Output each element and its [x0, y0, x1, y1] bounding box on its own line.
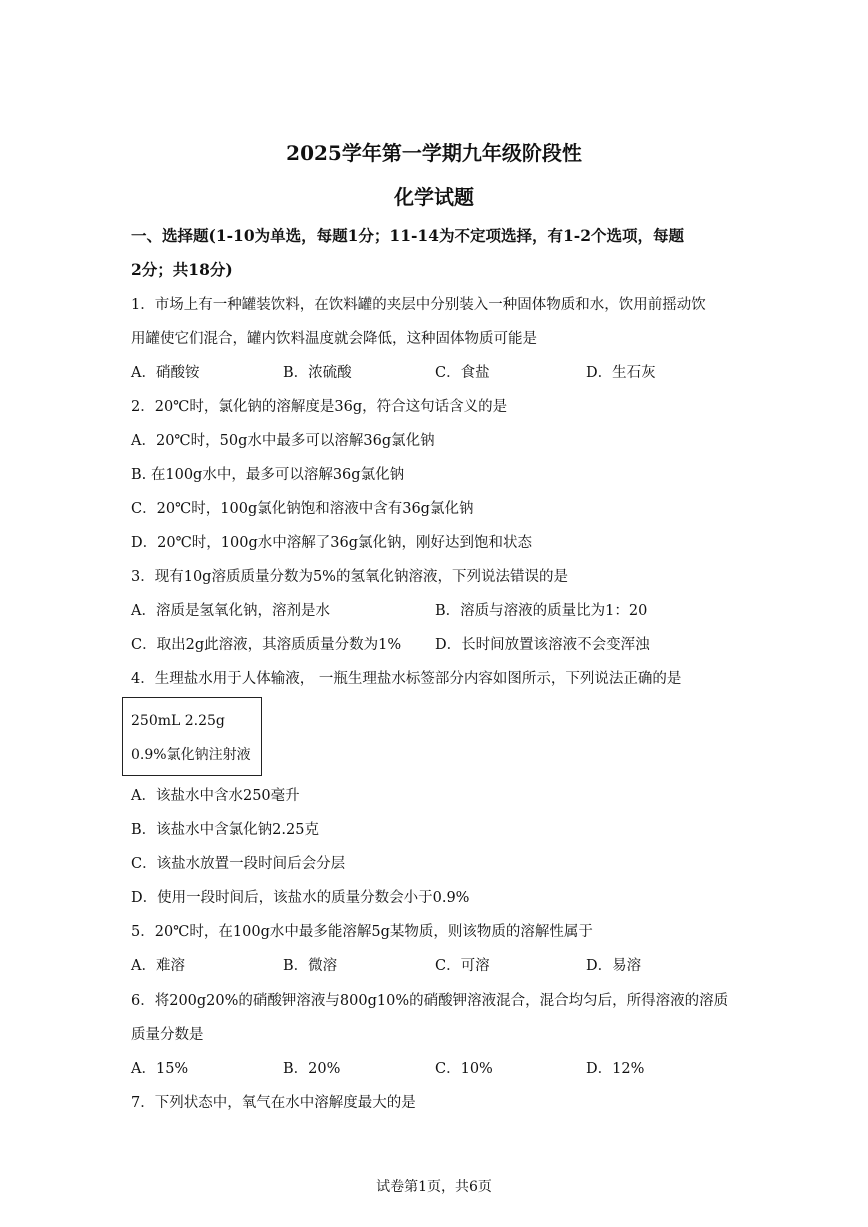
q2-option-b: B. 在100g水中，最多可以溶解36g氯化钠: [131, 467, 405, 483]
q4-option-d: D．使用一段时间后，该盐水的质量分数会小于0.9%: [131, 890, 470, 906]
q4-option-a: A．该盐水中含水250毫升: [131, 788, 300, 804]
exam-title: 2025学年第一学期九年级阶段性: [286, 141, 582, 165]
q4-option-c: C．该盐水放置一段时间后会分层: [131, 856, 346, 872]
section-heading-line2: 2分；共18分): [131, 260, 233, 279]
q1-stem-line1: 1．市场上有一种罐装饮料，在饮料罐的夹层中分别装入一种固体物质和水，饮用前摇动饮: [131, 297, 706, 313]
q4-option-b: B．该盐水中含氯化钠2.25克: [131, 822, 319, 838]
q3-option-c: C．取出2g此溶液，其溶质质量分数为1%: [131, 637, 402, 653]
saline-label-line2: 0.9%氯化钠注射液: [131, 747, 251, 763]
q6-option-a: A．15%: [131, 1061, 189, 1077]
saline-label-line1: 250mL 2.25g: [131, 713, 225, 729]
q3-option-a: A．溶质是氢氧化钠，溶剂是水: [131, 603, 330, 619]
q2-option-a: A．20℃时，50g水中最多可以溶解36g氯化钠: [131, 433, 435, 449]
q7-stem: 7．下列状态中，氧气在水中溶解度最大的是: [131, 1095, 416, 1111]
q5-stem: 5．20℃时，在100g水中最多能溶解5g某物质，则该物质的溶解性属于: [131, 924, 593, 940]
q5-option-a: A．难溶: [131, 958, 185, 974]
q1-option-d: D．生石灰: [586, 365, 656, 381]
q4-stem: 4．生理盐水用于人体输液， 一瓶生理盐水标签部分内容如图所示，下列说法正确的是: [131, 671, 682, 687]
q1-option-a: A．硝酸铵: [131, 365, 200, 381]
q2-stem: 2．20℃时，氯化钠的溶解度是36g，符合这句话含义的是: [131, 399, 508, 415]
saline-label-box: [122, 697, 262, 776]
q1-stem-line2: 用罐使它们混合，罐内饮料温度就会降低，这种固体物质可能是: [131, 331, 537, 347]
q6-stem-line2: 质量分数是: [131, 1027, 204, 1043]
q6-option-c: C．10%: [435, 1061, 493, 1077]
section-heading-line1: 一、选择题(1-10为单选，每题1分；11-14为不定项选择，有1-2个选项，每题: [131, 226, 684, 245]
q6-option-d: D．12%: [586, 1061, 645, 1077]
q3-option-b: B．溶质与溶液的质量比为1：20: [435, 603, 648, 619]
exam-subtitle: 化学试题: [394, 185, 474, 209]
q1-option-b: B．浓硫酸: [283, 365, 352, 381]
q5-option-b: B．微溶: [283, 958, 338, 974]
page-footer: 试卷第1页，共6页: [376, 1179, 492, 1195]
q1-option-c: C．食盐: [435, 365, 490, 381]
q6-option-b: B．20%: [283, 1061, 341, 1077]
q5-option-d: D．易溶: [586, 958, 642, 974]
q6-stem-line1: 6．将200g20%的硝酸钾溶液与800g10%的硝酸钾溶液混合，混合均匀后，所得溶液的溶质: [131, 993, 729, 1009]
q5-option-c: C．可溶: [435, 958, 490, 974]
q2-option-c: C．20℃时，100g氯化钠饱和溶液中含有36g氯化钠: [131, 501, 474, 517]
q2-option-d: D．20℃时，100g水中溶解了36g氯化钠，刚好达到饱和状态: [131, 535, 532, 551]
q3-stem: 3．现有10g溶质质量分数为5%的氢氧化钠溶液，下列说法错误的是: [131, 569, 568, 585]
q3-option-d: D．长时间放置该溶液不会变浑浊: [435, 637, 650, 653]
